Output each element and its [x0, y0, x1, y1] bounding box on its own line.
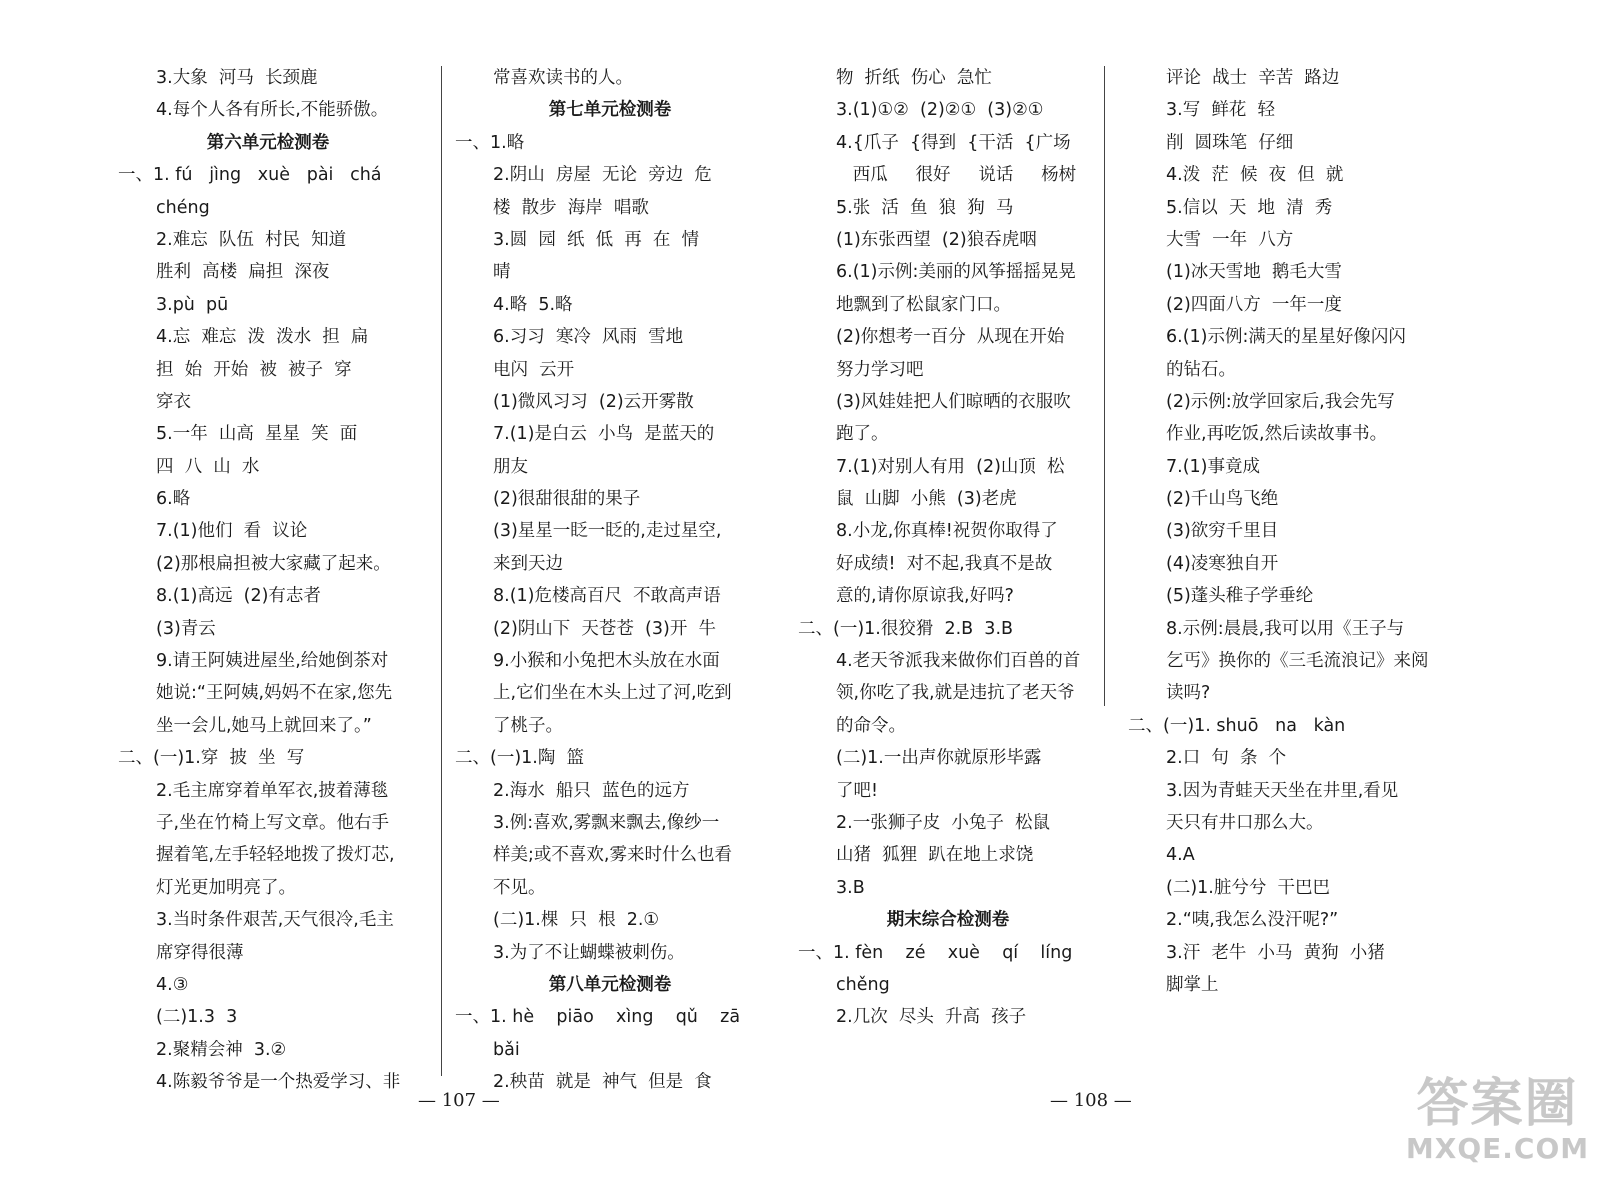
- answer-line: 4.忘 难忘 泼 泼水 担 扁: [156, 327, 369, 348]
- answer-line: (2)阴山下 天苍苍 (3)开 牛: [493, 618, 716, 639]
- watermark-url: MXQE.COM: [1405, 1132, 1590, 1165]
- answer-line: 4.A: [1166, 845, 1195, 866]
- answer-line: 5.一年 山高 星星 笑 面: [156, 424, 358, 445]
- answer-line: 2.口 句 条 个: [1166, 748, 1287, 769]
- answer-line: 3.当时条件艰苦,天气很冷,毛主: [156, 910, 394, 931]
- answer-line: 2.秧苗 就是 神气 但是 食: [493, 1072, 712, 1093]
- answer-line: (2)千山鸟飞绝: [1166, 489, 1279, 510]
- answer-line: 3.圆 园 纸 低 再 在 情: [493, 229, 699, 250]
- answer-line: (2)四面八方 一年一度: [1166, 294, 1342, 315]
- answer-line: 西瓜 很好 说话 杨树: [836, 165, 1077, 186]
- answer-line: 4.陈毅爷爷是一个热爱学习、非: [156, 1072, 401, 1093]
- answer-line: 3.(1)①② (2)②① (3)②①: [836, 100, 1044, 121]
- answer-line: 3.pù pū: [156, 294, 229, 315]
- answer-line: (2)示例:放学回家后,我会先写: [1166, 391, 1395, 412]
- answer-line: chěng: [836, 974, 890, 995]
- answer-line: 她说:“王阿姨,妈妈不在家,您先: [156, 683, 393, 704]
- answer-line: 了吧!: [836, 780, 879, 801]
- answer-line: (2)很甜很甜的果子: [493, 489, 641, 510]
- answer-line: 担 始 开始 被 被子 穿: [156, 359, 352, 380]
- answer-line: (1)冰天雪地 鹅毛大雪: [1166, 262, 1342, 283]
- answer-line: 不见。: [493, 877, 546, 898]
- answer-line: 大雪 一年 八方: [1166, 229, 1294, 250]
- answer-line: 一、1. hè piāo xìng qǔ zā: [455, 1007, 741, 1028]
- column-1: [118, 62, 418, 1099]
- answer-line: (二)1.脏兮兮 干巴巴: [1166, 877, 1330, 898]
- answer-line: 席穿得很薄: [156, 942, 244, 963]
- answer-line: 鼠 山脚 小熊 (3)老虎: [836, 489, 1017, 510]
- answer-line: 好成绩! 对不起,我真不是故: [836, 553, 1053, 574]
- answer-line: 一、1. fèn zé xuè qí líng: [798, 942, 1073, 963]
- section-heading: 第六单元检测卷: [206, 132, 330, 153]
- answer-line: 二、(一)1.陶 篮: [455, 748, 584, 769]
- answer-line: (1)微风习习 (2)云开雾散: [493, 391, 694, 412]
- answer-line: 9.小猴和小兔把木头放在水面: [493, 651, 720, 672]
- answer-line: 3.因为青蛙天天坐在井里,看见: [1166, 780, 1399, 801]
- column-divider: [1104, 66, 1105, 706]
- column-divider: [441, 66, 442, 1076]
- answer-line: 2.阴山 房屋 无论 旁边 危: [493, 165, 712, 186]
- answer-line: (二)1.3 3: [156, 1007, 238, 1028]
- answer-line: 4.{爪子 {得到 {干活 {广场: [836, 132, 1071, 153]
- watermark-title: 答案圈: [1416, 1074, 1579, 1134]
- answer-line: 2.聚精会神 3.②: [156, 1039, 287, 1060]
- answer-line: 5.信以 天 地 清 秀: [1166, 197, 1333, 218]
- section-heading: 第七单元检测卷: [548, 100, 672, 121]
- answer-line: 4.③: [156, 974, 189, 995]
- answer-line: 削 圆珠笔 仔细: [1166, 132, 1294, 153]
- answer-line: 9.请王阿姨进屋坐,给她倒茶对: [156, 651, 389, 672]
- answer-line: 评论 战士 辛苦 路边: [1166, 68, 1340, 88]
- answer-line: (2)那根扁担被大家藏了起来。: [156, 553, 391, 574]
- column-2: [455, 62, 765, 1099]
- answer-line: 3.汗 老牛 小马 黄狗 小猪: [1166, 942, 1385, 963]
- answer-line: 山猪 狐狸 趴在地上求饶: [836, 845, 1034, 866]
- answer-line: 来到天边: [493, 553, 563, 574]
- answer-line: 7.(1)是白云 小鸟 是蓝天的: [493, 424, 715, 445]
- answer-line: 7.(1)事竟成: [1166, 456, 1260, 477]
- answer-line: 子,坐在竹椅上写文章。他右手: [156, 812, 390, 833]
- answer-line: (3)星星一眨一眨的,走过星空,: [493, 521, 722, 542]
- answer-line: (2)你想考一百分 从现在开始: [836, 327, 1065, 348]
- answer-line: 的命令。: [836, 715, 906, 736]
- answer-line: 穿衣: [156, 391, 191, 412]
- column-3: [798, 62, 1098, 1034]
- answer-line: 坐一会儿,她马上就回来了。”: [156, 715, 372, 736]
- answer-line: 晴: [493, 262, 511, 283]
- answer-line: 读吗?: [1166, 683, 1211, 704]
- answer-line: (二)1.棵 只 根 2.①: [493, 910, 660, 931]
- page-number-right: — 108 —: [1050, 1090, 1132, 1111]
- answer-line: 天只有井口那么大。: [1166, 812, 1324, 833]
- answer-line: 电闪 云开: [493, 359, 575, 380]
- answer-line: 8.(1)危楼高百尺 不敢高声语: [493, 586, 721, 607]
- answer-line: (3)风娃娃把人们晾晒的衣服吹: [836, 391, 1071, 412]
- answer-line: 2.毛主席穿着单军衣,披着薄毯: [156, 780, 389, 801]
- answer-line: 3.大象 河马 长颈鹿: [156, 68, 318, 88]
- section-heading: 第八单元检测卷: [548, 974, 672, 995]
- answer-line: 一、1. fú jìng xuè pài chá: [118, 165, 382, 186]
- answer-line: (3)青云: [156, 618, 216, 639]
- page-number-left: — 107 —: [418, 1090, 500, 1111]
- answer-line: 4.每个人各有所长,不能骄傲。: [156, 100, 389, 121]
- answer-line: 2.“咦,我怎么没汗呢?”: [1166, 910, 1339, 931]
- answer-line: 7.(1)对别人有用 (2)山顶 松: [836, 456, 1065, 477]
- answer-line: 6.略: [156, 489, 191, 510]
- answer-line: 二、(一)1. shuō na kàn: [1128, 715, 1346, 736]
- answer-line: 4.略 5.略: [493, 294, 573, 315]
- answer-line: 地飘到了松鼠家门口。: [836, 294, 1011, 315]
- answer-line: 4.泼 茫 候 夜 但 就: [1166, 165, 1344, 186]
- answer-line: chéng: [156, 197, 210, 218]
- answer-line: (二)1.一出声你就原形毕露: [836, 748, 1042, 769]
- answer-line: 2.难忘 队伍 村民 知道: [156, 229, 347, 250]
- answer-line: 一、1.略: [455, 132, 525, 153]
- answer-line: 楼 散步 海岸 唱歌: [493, 197, 649, 218]
- column-4: [1128, 62, 1428, 1001]
- answer-line: 常喜欢读书的人。: [493, 68, 633, 88]
- answer-line: (1)东张西望 (2)狼吞虎咽: [836, 229, 1037, 250]
- answer-line: 二、(一)1.很狡猾 2.B 3.B: [798, 618, 1014, 639]
- answer-line: 领,你吃了我,就是违抗了老天爷: [836, 683, 1075, 704]
- answer-line: 灯光更加明亮了。: [156, 877, 296, 898]
- answer-line: 乞丐》换你的《三毛流浪记》来阅: [1166, 651, 1429, 672]
- answer-line: 3.写 鲜花 轻: [1166, 100, 1275, 121]
- answer-line: 7.(1)他们 看 议论: [156, 521, 308, 542]
- answer-line: 8.小龙,你真棒!祝贺你取得了: [836, 521, 1058, 542]
- watermark-logo: [1405, 1075, 1590, 1185]
- answer-line: 脚掌上: [1166, 974, 1219, 995]
- answer-line: 3.例:喜欢,雾飘来飘去,像纱一: [493, 812, 720, 833]
- answer-line: 6.(1)示例:美丽的风筝摇摇晃晃: [836, 262, 1076, 283]
- answer-line: 物 折纸 伤心 急忙: [836, 68, 992, 88]
- answer-line: 2.海水 船只 蓝色的远方: [493, 780, 690, 801]
- answer-line: 4.老天爷派我来做你们百兽的首: [836, 651, 1081, 672]
- answer-line: 上,它们坐在木头上过了河,吃到: [493, 683, 732, 704]
- answer-line: 2.几次 尽头 升高 孩子: [836, 1007, 1027, 1028]
- answer-line: (5)蓬头稚子学垂纶: [1166, 586, 1314, 607]
- answer-line: 6.习习 寒冷 风雨 雪地: [493, 327, 684, 348]
- answer-line: 四 八 山 水: [156, 456, 260, 477]
- answer-line: bǎi: [493, 1039, 520, 1060]
- answer-line: 握着笔,左手轻轻地拨了拨灯芯,: [156, 845, 395, 866]
- answer-line: 5.张 活 鱼 狼 狗 马: [836, 197, 1014, 218]
- answer-line: 3.B: [836, 877, 865, 898]
- answer-line: 3.为了不让蝴蝶被刺伤。: [493, 942, 685, 963]
- answer-line: 努力学习吧: [836, 359, 924, 380]
- answer-line: 8.(1)高远 (2)有志者: [156, 586, 321, 607]
- answer-line: (4)凌寒独自开: [1166, 553, 1279, 574]
- answer-line: 了桃子。: [493, 715, 563, 736]
- answer-line: 胜利 高楼 扁担 深夜: [156, 262, 330, 283]
- section-heading: 期末综合检测卷: [886, 910, 1010, 931]
- answer-line: 作业,再吃饭,然后读故事书。: [1166, 424, 1388, 445]
- answer-line: 朋友: [493, 456, 528, 477]
- answer-line: 的钻石。: [1166, 359, 1236, 380]
- answer-line: 二、(一)1.穿 披 坐 写: [118, 748, 305, 769]
- answer-line: 6.(1)示例:满天的星星好像闪闪: [1166, 327, 1406, 348]
- answer-line: 意的,请你原谅我,好吗?: [836, 586, 1014, 607]
- answer-line: 8.示例:晨晨,我可以用《王子与: [1166, 618, 1405, 639]
- answer-line: 2.一张狮子皮 小兔子 松鼠: [836, 812, 1050, 833]
- answer-line: 样美;或不喜欢,雾来时什么也看: [493, 845, 732, 866]
- answer-line: (3)欲穷千里目: [1166, 521, 1279, 542]
- answer-line: 跑了。: [836, 424, 889, 445]
